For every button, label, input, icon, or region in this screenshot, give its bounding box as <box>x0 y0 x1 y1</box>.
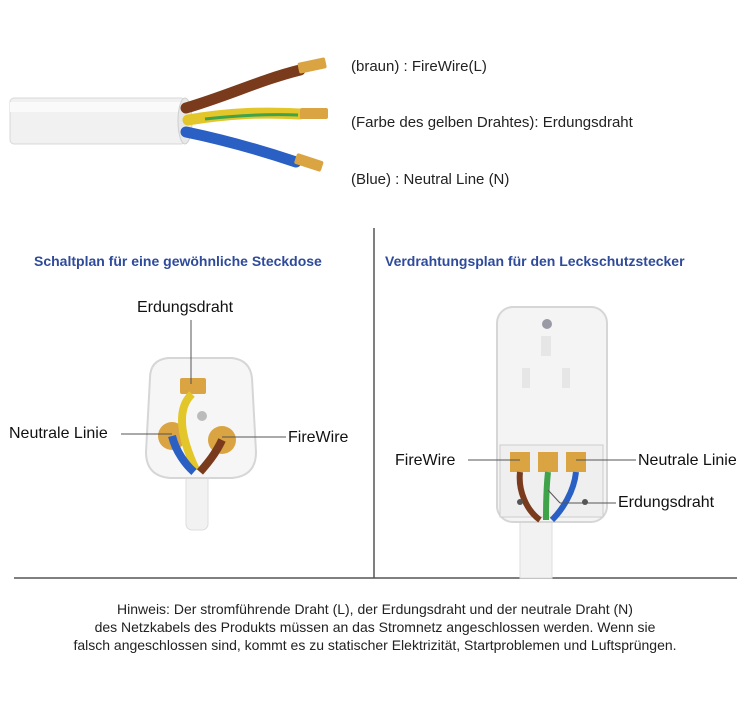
left-panel-title: Schaltplan für eine gewöhnliche Steckdose <box>34 253 322 269</box>
blue-wire-label: (Blue) : Neutral Line (N) <box>351 171 510 188</box>
note-line-2: des Netzkabels des Produkts müssen an das Stromnetz angeschlossen werden. Wenn sie <box>94 619 656 635</box>
brown-wire-label: (braun) : FireWire(L) <box>351 58 487 75</box>
left-earth-label: Erdungsdraht <box>137 299 234 316</box>
note-line-3: falsch angeschlossen sind, kommt es zu statischer Elektrizität, Startproblemen und Luftsprüngen. <box>73 637 677 653</box>
right-earth-label: Erdungsdraht <box>618 494 715 511</box>
right-live-label: FireWire <box>395 452 456 469</box>
cable-illustration <box>10 57 328 172</box>
rcd-plug-illustration <box>497 307 607 578</box>
right-panel-title: Verdrahtungsplan für den Leckschutzstecker <box>385 253 685 269</box>
note-line-1: Hinweis: Der stromführende Draht (L), der Erdungsdraht und der neutrale Draht (N) <box>117 601 633 617</box>
uk-plug-illustration <box>146 358 256 530</box>
left-live-label: FireWire <box>288 429 349 446</box>
right-neutral-label: Neutrale Linie <box>638 452 737 469</box>
left-neutral-label: Neutrale Linie <box>9 425 108 442</box>
note-text <box>0 600 750 654</box>
yellow-wire-label: (Farbe des gelben Drahtes): Erdungsdraht <box>351 114 633 131</box>
